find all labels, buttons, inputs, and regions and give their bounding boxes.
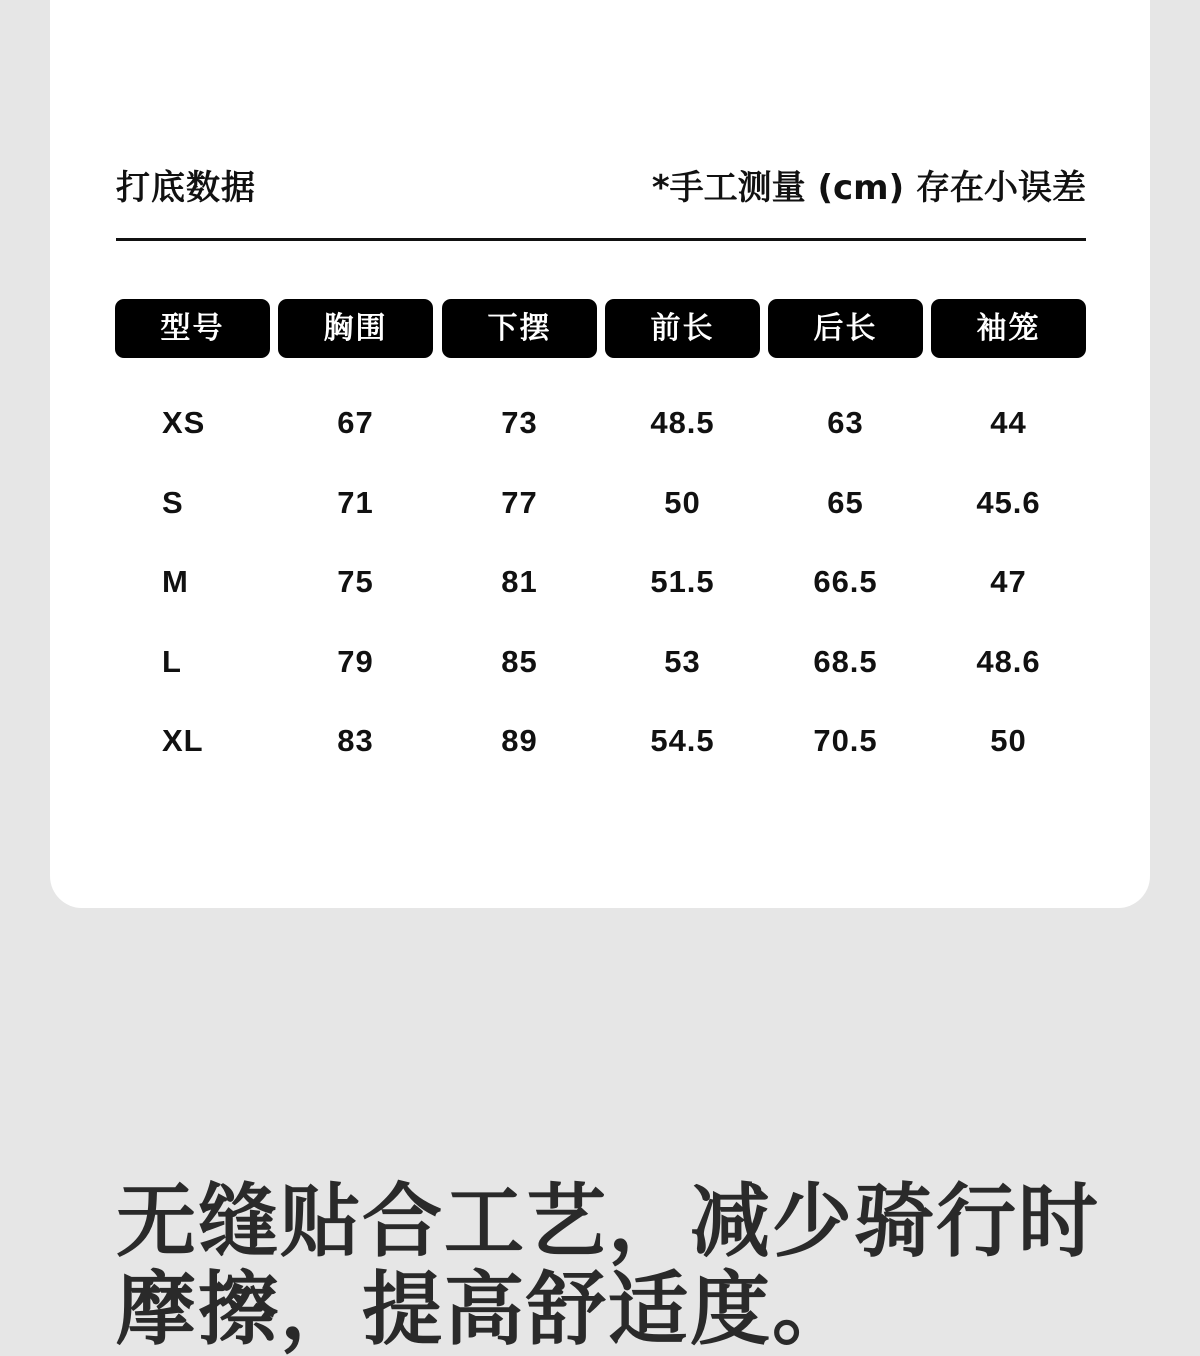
cell-size: XL [162, 723, 204, 758]
feature-headline [116, 1175, 1116, 1356]
header-front-length: 前长 [605, 299, 760, 358]
header-armhole: 袖笼 [931, 299, 1086, 358]
table-header-row [115, 299, 1086, 358]
cell-size: S [162, 485, 184, 520]
cell-chest: 71 [337, 485, 374, 520]
cell-back-length: 70.5 [813, 723, 878, 758]
cell-size: L [162, 644, 182, 679]
size-chart-card [50, 0, 1150, 908]
cell-chest: 67 [337, 405, 374, 440]
table-row [115, 398, 1086, 448]
cell-front-length: 50 [664, 485, 701, 520]
cell-back-length: 66.5 [813, 564, 878, 599]
cell-back-length: 63 [827, 405, 864, 440]
header-back-length: 后长 [768, 299, 923, 358]
section-title: 打底数据 [116, 168, 256, 208]
cell-back-length: 65 [827, 485, 864, 520]
headline-line-1: 无缝贴合工艺，减少骑行时 [116, 1175, 1100, 1268]
cell-front-length: 53 [664, 644, 701, 679]
cell-armhole: 44 [990, 405, 1027, 440]
table-row [115, 716, 1086, 766]
divider [116, 238, 1086, 241]
cell-chest: 83 [337, 723, 374, 758]
cell-hem: 89 [501, 723, 538, 758]
cell-hem: 81 [501, 564, 538, 599]
cell-chest: 79 [337, 644, 374, 679]
table-row [115, 557, 1086, 607]
cell-armhole: 45.6 [976, 485, 1041, 520]
cell-hem: 77 [501, 485, 538, 520]
cell-hem: 73 [501, 405, 538, 440]
header-size: 型号 [115, 299, 270, 358]
measurement-note: *手工测量 (cm) 存在小误差 [651, 168, 1086, 208]
cell-hem: 85 [501, 644, 538, 679]
headline-line-2: 摩擦，提高舒适度。 [116, 1263, 854, 1356]
table-row [115, 637, 1086, 687]
cell-armhole: 47 [990, 564, 1027, 599]
cell-armhole: 50 [990, 723, 1027, 758]
cell-front-length: 54.5 [650, 723, 715, 758]
cell-size: XS [162, 405, 206, 440]
cell-front-length: 51.5 [650, 564, 715, 599]
section-header [116, 164, 1086, 214]
cell-chest: 75 [337, 564, 374, 599]
header-hem: 下摆 [442, 299, 597, 358]
cell-front-length: 48.5 [650, 405, 715, 440]
cell-armhole: 48.6 [976, 644, 1041, 679]
cell-back-length: 68.5 [813, 644, 878, 679]
header-chest: 胸围 [278, 299, 433, 358]
table-row [115, 478, 1086, 528]
cell-size: M [162, 564, 189, 599]
